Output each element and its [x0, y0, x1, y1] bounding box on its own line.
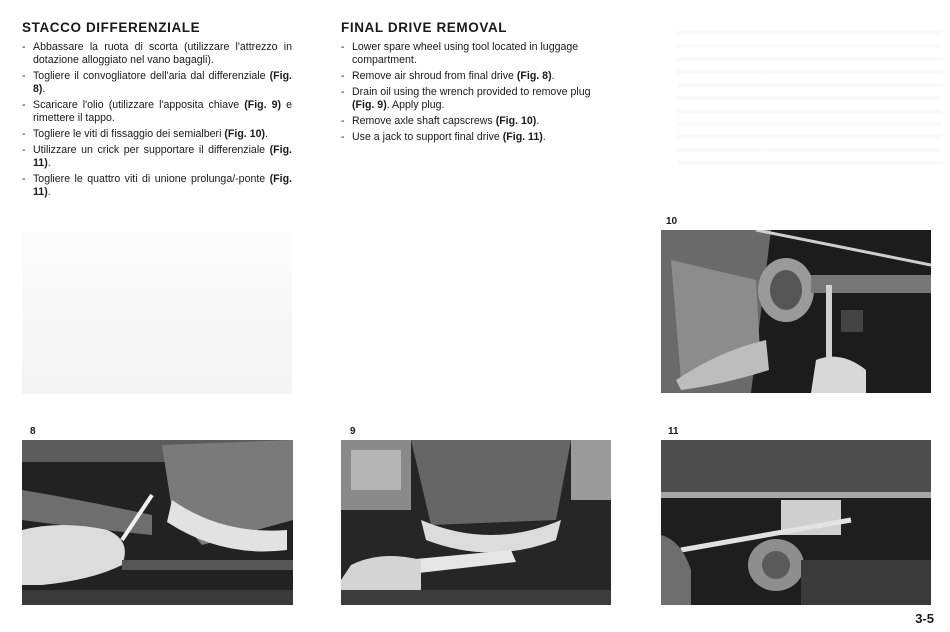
faded-area — [22, 232, 292, 394]
english-step: - Lower spare wheel using tool located in luggage compartment. — [341, 41, 613, 67]
english-step: - Remove air shroud from final drive (Fig. 8). — [341, 70, 613, 83]
italian-heading: STACCO DIFFERENZIALE — [22, 20, 201, 35]
jack-support-photo — [661, 440, 931, 605]
italian-step: - Togliere il convogliatore dell'aria dal differenziale (Fig. 8). — [22, 70, 292, 96]
figure-reference: (Fig. 10) — [224, 128, 265, 140]
italian-step: - Togliere le viti di fissaggio dei semialberi (Fig. 10). — [22, 128, 292, 141]
drain-plug-photo — [341, 440, 611, 605]
figure-10-photo — [661, 230, 931, 393]
figure-reference: (Fig. 9) — [352, 99, 387, 111]
figure-8-photo — [22, 440, 293, 605]
english-step: - Remove axle shaft capscrews (Fig. 10). — [341, 115, 613, 128]
italian-step: - Utilizzare un crick per supportare il differenziale (Fig. 11). — [22, 144, 292, 170]
figure-reference: (Fig. 11) — [502, 131, 543, 143]
page-number: 3-5 — [915, 611, 934, 626]
figure-10-label: 10 — [666, 216, 678, 227]
figure-reference: (Fig. 9) — [244, 99, 282, 111]
figure-8-label: 8 — [30, 426, 36, 437]
figure-9-photo — [341, 440, 611, 605]
air-shroud-photo — [22, 440, 293, 605]
italian-steps — [22, 41, 292, 199]
figure-reference: (Fig. 11) — [33, 144, 292, 169]
english-section — [341, 20, 613, 147]
figure-reference: (Fig. 10) — [495, 115, 537, 127]
bleed-through-text — [677, 22, 942, 172]
english-heading: FINAL DRIVE REMOVAL — [341, 20, 508, 35]
italian-section — [22, 20, 292, 202]
italian-step: - Togliere le quattro viti di unione prolunga/-ponte (Fig. 11). — [22, 173, 292, 199]
english-step: - Use a jack to support final drive (Fig. 11). — [341, 131, 613, 144]
figure-9-label: 9 — [350, 426, 356, 437]
figure-reference: (Fig. 8) — [516, 70, 552, 82]
figure-reference: (Fig. 8) — [33, 70, 292, 95]
figure-11-label: 11 — [668, 426, 679, 437]
figure-11-photo — [661, 440, 931, 605]
english-step: - Drain oil using the wrench provided to remove plug (Fig. 9). Apply plug. — [341, 86, 613, 112]
english-steps — [341, 41, 613, 144]
axle-capscrew-photo — [661, 230, 931, 393]
italian-step: - Abbassare la ruota di scorta (utilizzare l'attrezzo in dotazione alloggiato nel vano bagagli). — [22, 41, 292, 67]
figure-reference: (Fig. 11) — [33, 173, 293, 198]
italian-step: - Scaricare l'olio (utilizzare l'apposita chiave (Fig. 9) e rimettere il tappo. — [22, 99, 292, 125]
